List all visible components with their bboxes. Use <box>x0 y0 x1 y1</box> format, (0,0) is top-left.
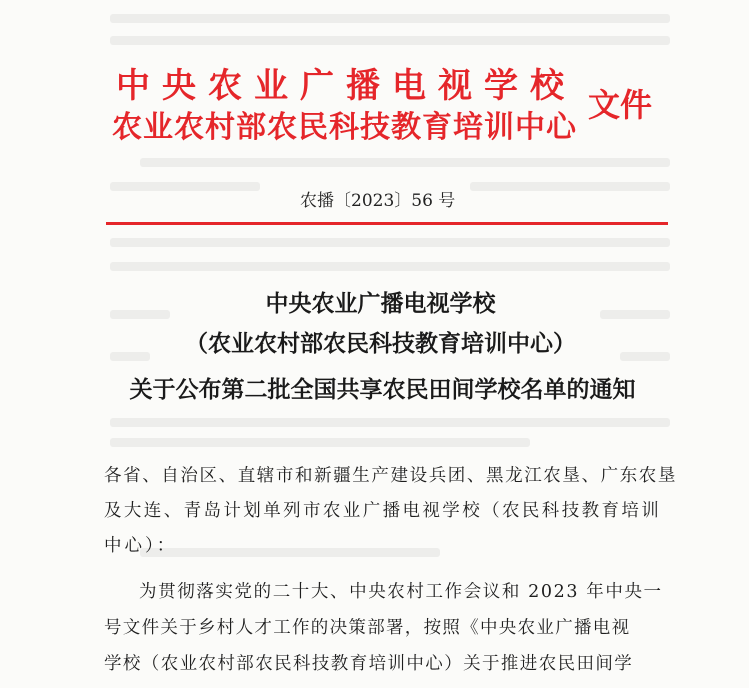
salutation-line-3: 中心）： <box>104 536 178 556</box>
issuing-org-name-2: 农业农村部农民科技教育培训中心 <box>112 110 577 145</box>
body-paragraph-line-2: 号文件关于乡村人才工作的决策部署，按照《中央农业广播电视 <box>104 618 631 638</box>
document-title-line-3: 关于公布第二批全国共享农民田间学校名单的通知 <box>129 377 636 403</box>
salutation-line-2: 及大连、青岛计划单列市农业广播电视学校（农民科技教育培训 <box>104 501 662 521</box>
salutation-line-1: 各省、自治区、直辖市和新疆生产建设兵团、黑龙江农垦、广东农垦 <box>104 466 677 486</box>
document-number: 农播〔2023〕56 号 <box>300 191 456 211</box>
document-title-line-2: （农业农村部农民科技教育培训中心） <box>185 331 576 357</box>
document-suffix: 文件 <box>588 86 653 124</box>
body-paragraph-line-1: 为贯彻落实党的二十大、中央农村工作会议和 2023 年中央一 <box>139 582 663 602</box>
document-title-line-1: 中央农业广播电视学校 <box>265 291 496 317</box>
body-paragraph-line-3: 学校（农业农村部农民科技教育培训中心）关于推进农民田间学 <box>104 654 634 674</box>
red-divider-line <box>106 222 668 225</box>
issuing-org-name-1: 中央农业广播电视学校 <box>116 66 576 106</box>
